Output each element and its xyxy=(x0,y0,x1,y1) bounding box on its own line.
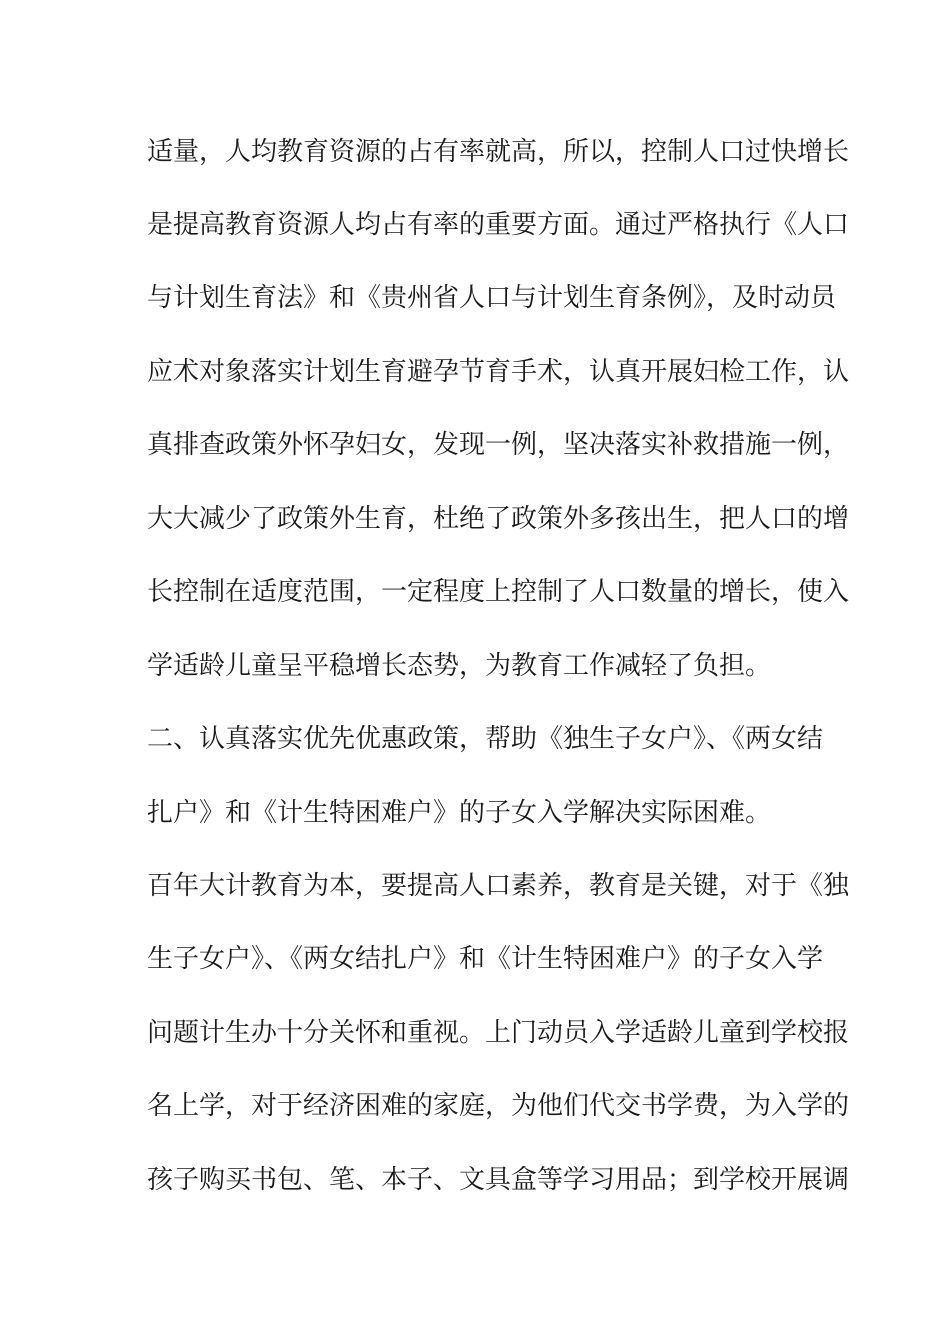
text-line: 学适龄儿童呈平稳增长态势，为教育工作减轻了负担。 xyxy=(147,651,772,681)
text-line: 生子女户》、《两女结扎户》和《计生特困难户》的子女入学 xyxy=(147,944,824,974)
text-line: 长控制在适度范围，一定程度上控制了人口数量的增长，使入 xyxy=(147,577,850,607)
text-line: 适量，人均教育资源的占有率就高，所以，控制人口过快增长 xyxy=(147,137,850,167)
text-line: 是提高教育资源人均占有率的重要方面。通过严格执行《人口 xyxy=(147,210,850,240)
text-line: 真排查政策外怀孕妇女，发现一例，坚决落实补救措施一例， xyxy=(147,430,850,460)
text-line: 应术对象落实计划生育避孕节育手术，认真开展妇检工作，认 xyxy=(147,357,850,387)
text-line: 孩子购买书包、笔、本子、文具盒等学习用品；到学校开展调 xyxy=(147,1165,850,1195)
text-line: 大大减少了政策外生育，杜绝了政策外多孩出生，把人口的增 xyxy=(147,504,850,534)
section-heading-line: 扎户》和《计生特困难户》的子女入学解决实际困难。 xyxy=(147,798,772,828)
text-line: 百年大计教育为本，要提高人口素养，教育是关键，对于《独 xyxy=(147,871,850,901)
section-heading-line: 二、认真落实优先优惠政策，帮助《独生子女户》、《两女结 xyxy=(147,724,824,754)
text-line: 问题计生办十分关怀和重视。上门动员入学适龄儿童到学校报 xyxy=(147,1018,850,1048)
text-line: 与计划生育法》和《贵州省人口与计划生育条例》，及时动员 xyxy=(147,283,837,313)
text-line: 名上学，对于经济困难的家庭，为他们代交书学费，为入学的 xyxy=(147,1091,850,1121)
